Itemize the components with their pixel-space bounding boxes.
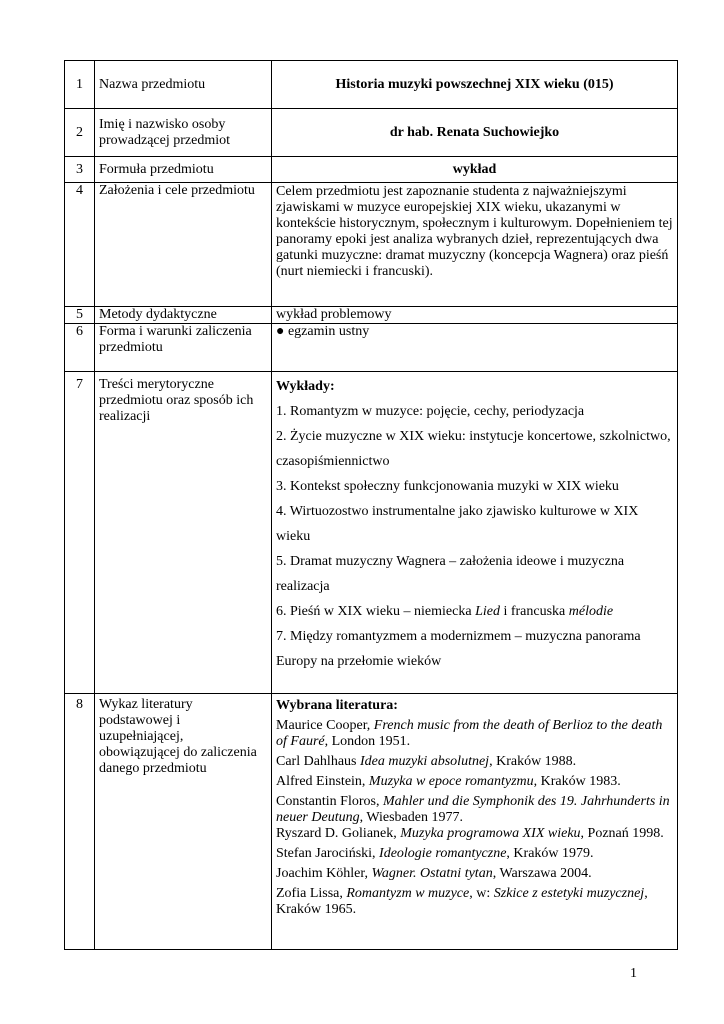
row-label: Treści merytoryczne przedmiotu oraz sposób ich realizacji	[95, 372, 272, 694]
row-label: Nazwa przedmiotu	[95, 61, 272, 109]
row-label: Założenia i cele przedmiotu	[95, 183, 272, 307]
literature-item: Carl Dahlhaus Idea muzyki absolutnej, Kraków 1988.	[276, 754, 577, 769]
lecture-content	[272, 372, 678, 694]
literature-item: Alfred Einstein, Muzyka w epoce romantyzmu, Kraków 1983.	[276, 774, 621, 789]
table-row	[65, 694, 678, 950]
lecturer-name: dr hab. Renata Suchowiejko	[272, 109, 678, 157]
lecture-item: 4. Wirtuozostwo instrumentalne jako zjawisko kulturowe w XIX wieku	[276, 504, 639, 544]
literature-item: Zofia Lissa, Romantyzm w muzyce, w: Szkice z estetyki muzycznej, Kraków 1965.	[276, 886, 648, 917]
lecture-item: 1. Romantyzm w muzyce: pojęcie, cechy, periodyzacja	[276, 404, 585, 419]
literature-item: Stefan Jarociński, Ideologie romantyczne, Kraków 1979.	[276, 846, 594, 861]
row-number: 2	[65, 109, 95, 157]
lecture-item: 6. Pieśń w XIX wieku – niemiecka Lied i francuska mélodie	[276, 604, 614, 619]
course-form: wykład	[272, 157, 678, 183]
row-label: Metody dydaktyczne	[95, 307, 272, 324]
literature-heading: Wybrana literatura:	[276, 698, 398, 713]
literature-item: Ryszard D. Golianek, Muzyka programowa XIX wieku, Poznań 1998.	[276, 826, 664, 841]
row-number: 6	[65, 324, 95, 372]
lecture-item: 2. Życie muzyczne w XIX wieku: instytucje koncertowe, szkolnictwo, czasopiśmiennictwo	[276, 429, 671, 469]
row-label: Formuła przedmiotu	[95, 157, 272, 183]
course-goals: Celem przedmiotu jest zapoznanie studenta z najważniejszymi zjawiskami w muzyce europejskiej XIX wieku, ukazanymi w kontekście historycznym, społecznym i kulturowym. Dopełnieniem tej panoramy epoki jest analiza wybranych dzieł, reprezentujących dwa gatunki muzyczne: dramat muzyczny (koncepcja Wagnera) oraz pieśń (nurt niemiecki i francuski).	[272, 183, 678, 307]
literature-item: Constantin Floros, Mahler und die Symphonik des 19. Jahrhunderts in neuer Deutung, Wiesbaden 1977.	[276, 794, 670, 825]
lecture-item: 3. Kontekst społeczny funkcjonowania muzyki w XIX wieku	[276, 479, 619, 494]
row-label: Wykaz literatury podstawowej i uzupełniającej, obowiązującej do zaliczenia danego przedmiotu	[95, 694, 272, 950]
table-row	[65, 307, 678, 324]
syllabus-table	[64, 60, 678, 950]
teaching-methods: wykład problemowy	[272, 307, 678, 324]
row-label: Forma i warunki zaliczenia przedmiotu	[95, 324, 272, 372]
row-number: 4	[65, 183, 95, 307]
table-row	[65, 61, 678, 109]
page-number: 1	[630, 966, 637, 981]
table-row	[65, 183, 678, 307]
row-number: 3	[65, 157, 95, 183]
table-row	[65, 372, 678, 694]
literature-list	[272, 694, 678, 950]
row-number: 7	[65, 372, 95, 694]
table-row	[65, 324, 678, 372]
row-label: Imię i nazwisko osoby prowadzącej przedmiot	[95, 109, 272, 157]
table-row	[65, 157, 678, 183]
row-number: 8	[65, 694, 95, 950]
row-number: 1	[65, 61, 95, 109]
course-name: Historia muzyki powszechnej XIX wieku (015)	[272, 61, 678, 109]
lecture-item: 7. Między romantyzmem a modernizmem – muzyczna panorama Europy na przełomie wieków	[276, 629, 641, 669]
lectures-heading: Wykłady:	[276, 379, 335, 394]
lecture-item: 5. Dramat muzyczny Wagnera – założenia ideowe i muzyczna realizacja	[276, 554, 625, 594]
literature-item: Joachim Köhler, Wagner. Ostatni tytan, Warszawa 2004.	[276, 866, 592, 881]
row-number: 5	[65, 307, 95, 324]
table-row	[65, 109, 678, 157]
literature-item: Maurice Cooper, French music from the death of Berlioz to the death of Fauré, London 1951.	[276, 718, 663, 749]
assessment-form: ● egzamin ustny	[272, 324, 678, 372]
